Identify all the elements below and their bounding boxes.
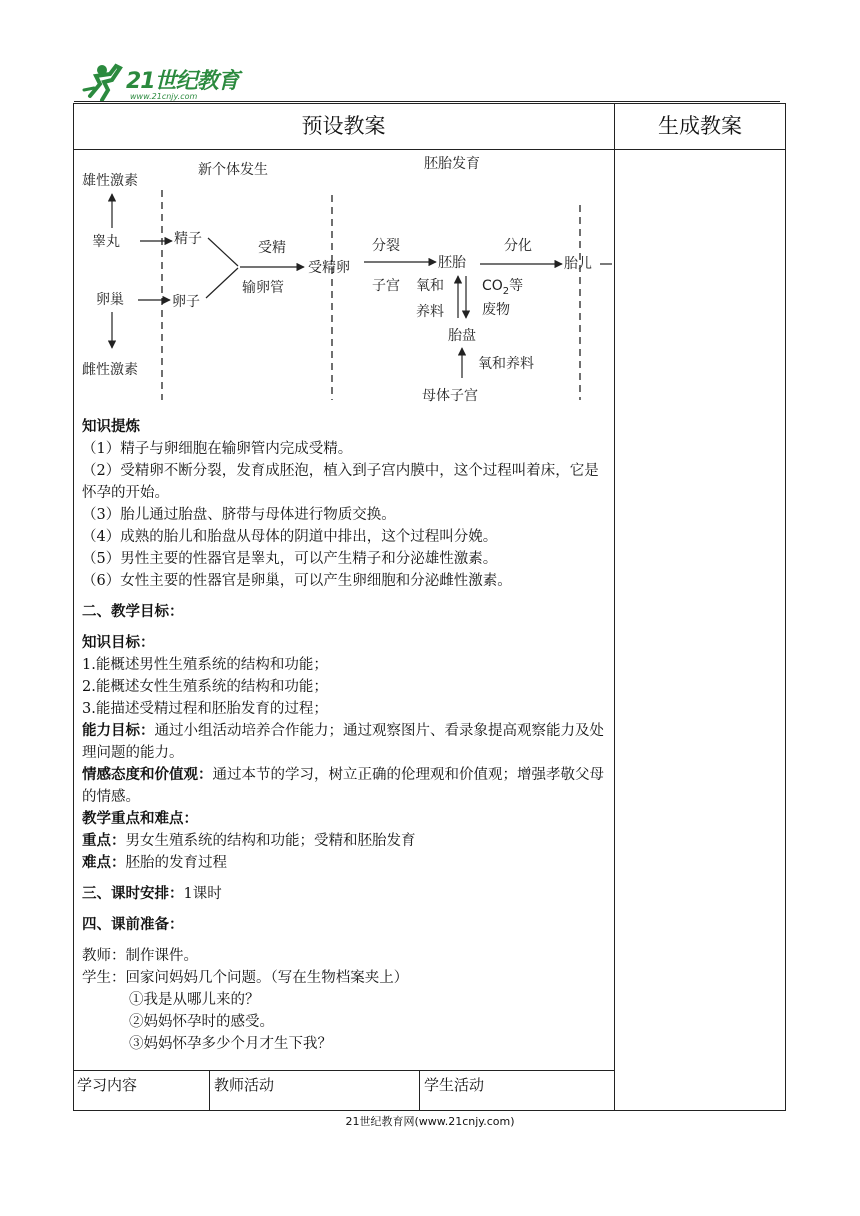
summary-item-2: （2）受精卵不断分裂，发育成胚泡，植入到子宫内膜中，这个过程叫着床，它是怀孕的开始。	[82, 463, 599, 501]
col-teacher-activity: 教师活动	[209, 1071, 419, 1111]
ability-goal	[82, 720, 612, 764]
runner-logo-icon	[82, 62, 126, 102]
knowledge-item-1: 1.能概述男性生殖系统的结构和功能；	[82, 657, 328, 673]
column-divider	[614, 103, 615, 1111]
key-text: 男女生殖系统的结构和功能；受精和胚胎发育	[125, 833, 416, 849]
label-placenta: 胎盘	[448, 328, 476, 344]
col-learning-content: 学习内容	[77, 1076, 138, 1094]
label-differentiation: 分化	[504, 238, 532, 254]
activity-table	[73, 1070, 614, 1111]
schedule	[82, 883, 612, 905]
ability-text: 通过小组活动培养合作能力；通过观察图片、看录象提高观察能力及处理问题的能力。	[82, 723, 604, 761]
label-uterus: 子宫	[372, 278, 400, 294]
label-fetus: 胎儿	[564, 256, 592, 272]
knowledge-item-3: 3.能描述受精过程和胚胎发育的过程；	[82, 701, 328, 717]
key-point	[82, 830, 612, 852]
label-oxygen-and: 氧和	[416, 278, 444, 294]
generated-plan-header: 生成教案	[658, 114, 742, 138]
summary-item-4: （4）成熟的胎儿和胎盘从母体的阴道中排出，这个过程叫分娩。	[82, 529, 498, 545]
summary-title: 知识提炼	[82, 419, 140, 435]
label-oviduct: 输卵管	[242, 280, 284, 296]
key-title: 教学重点和难点：	[82, 811, 198, 827]
label-male-hormone: 雄性激素	[82, 173, 138, 189]
emotion-label: 情感态度和价值观：	[82, 767, 213, 783]
logo-text: 21世纪教育	[126, 69, 239, 94]
label-embryo: 胚胎	[438, 255, 466, 271]
difficult-label: 难点：	[82, 855, 126, 871]
preset-plan-header: 预设教案	[301, 114, 386, 138]
reproduction-diagram	[76, 150, 612, 410]
label-mother-uterus: 母体子宫	[422, 388, 478, 404]
label-oxygen-nutrient-full: 氧和养料	[478, 356, 534, 372]
summary-item-6: （6）女性主要的性器官是卵巢，可以产生卵细胞和分泌雌性激素。	[82, 573, 512, 589]
question-3: ③妈妈怀孕多少个月才生下我？	[129, 1036, 332, 1052]
summary-item-3: （3）胎儿通过胎盘、脐带与母体进行物质交换。	[82, 507, 396, 523]
emotion-goal	[82, 764, 612, 808]
knowledge-item-2: 2.能概述女性生殖系统的结构和功能；	[82, 679, 328, 695]
schedule-label: 三、课时安排：	[82, 886, 184, 902]
difficult-text: 胚胎的发育过程	[125, 855, 227, 871]
question-1: ①我是从哪儿来的？	[129, 992, 260, 1008]
page-footer: 21世纪教育网(www.21cnjy.com)	[345, 1115, 515, 1128]
teacher-prep: 教师：制作课件。	[82, 948, 198, 964]
emotion-text: 通过本节的学习，树立正确的伦理观和价值观；增强孝敬父母的情感。	[82, 767, 604, 805]
label-testis: 睾丸	[92, 234, 120, 250]
summary-item-5: （5）男性主要的性器官是睾丸，可以产生精子和分泌雄性激素。	[82, 551, 498, 567]
ability-label: 能力目标：	[82, 723, 155, 739]
label-female-hormone: 雌性激素	[82, 362, 138, 378]
label-nutrient: 养料	[416, 304, 444, 320]
label-waste: 废物	[482, 302, 510, 318]
label-co2: $CO_2$等	[482, 278, 524, 297]
label-sperm: 精子	[174, 231, 202, 247]
goals-title: 二、教学目标：	[82, 604, 184, 620]
label-division: 分裂	[372, 238, 400, 254]
header-rule	[74, 101, 780, 102]
summary-item-1: （1）精子与卵细胞在输卵管内完成受精。	[82, 441, 353, 457]
lesson-content	[82, 416, 612, 1055]
question-2: ②妈妈怀孕时的感受。	[129, 1014, 274, 1030]
embryo-development-title: 胚胎发育	[424, 156, 480, 172]
line-sperm-join	[208, 238, 238, 266]
label-zygote: 受精卵	[308, 260, 350, 276]
new-individual-title: 新个体发生	[198, 162, 268, 178]
key-label: 重点：	[82, 833, 126, 849]
label-egg: 卵子	[172, 294, 200, 310]
difficult-point	[82, 852, 612, 874]
label-ovary: 卵巢	[96, 292, 124, 308]
label-fertilization: 受精	[258, 240, 286, 256]
logo-url: www.21cnjy.com	[130, 92, 198, 101]
line-egg-join	[206, 268, 238, 298]
schedule-text: 1课时	[183, 886, 222, 902]
knowledge-title: 知识目标：	[82, 635, 155, 651]
site-logo	[82, 62, 262, 106]
prep-title: 四、课前准备：	[82, 917, 184, 933]
col-student-activity: 学生活动	[419, 1071, 614, 1111]
student-prep: 学生：回家问妈妈几个问题。（写在生物档案夹上）	[82, 970, 409, 986]
